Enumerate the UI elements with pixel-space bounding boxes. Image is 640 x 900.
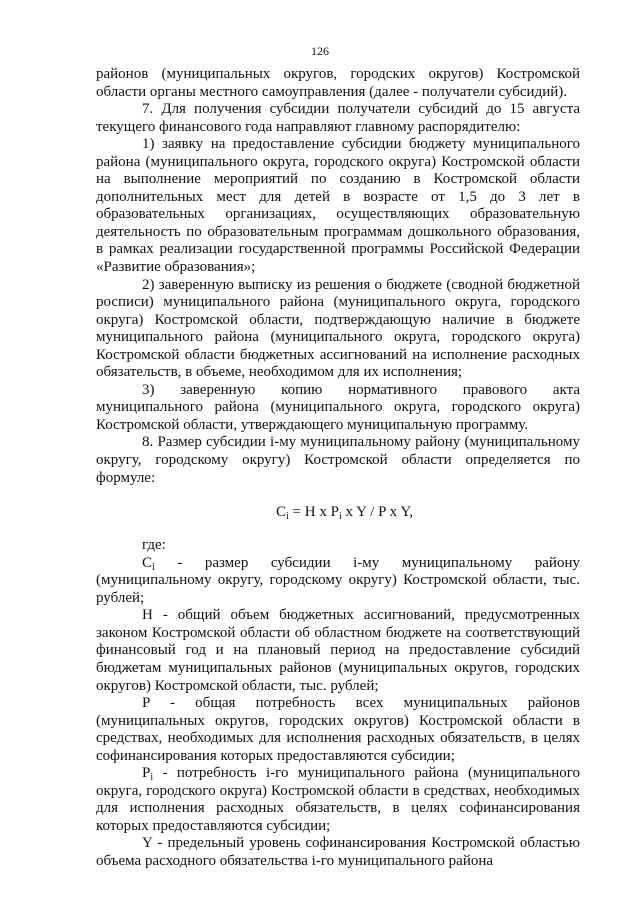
paragraph-item-7: 7. Для получения субсидии получатели субсидий до 15 августа текущего финансового года направляют главному распорядителю: bbox=[96, 101, 580, 135]
subsidy-formula bbox=[96, 502, 580, 522]
formula-rest: x Y / P x Y, bbox=[341, 504, 413, 521]
formula-middle-subscript: i bbox=[338, 511, 342, 523]
definition-y: Y - предельный уровень софинансирования Костромской областью объема расходного обязательства i-го муниципального района bbox=[96, 835, 580, 869]
definition-ci-subscript: i bbox=[152, 561, 155, 573]
definition-pi-symbol: P bbox=[142, 765, 151, 782]
definition-ci bbox=[96, 555, 580, 608]
paragraph-item-8: 8. Размер субсидии i-му муниципальному району (муниципальному округу, городскому округу) Костромской области определяется по формуле: bbox=[96, 434, 580, 486]
where-label: где: bbox=[142, 537, 166, 554]
paragraph-subitem-3: 3) заверенную копию нормативного правового акта муниципального района (муниципального округа, городского округа) Костромской области, утверждающего муниципальную программу. bbox=[96, 381, 580, 433]
definition-pi-text: - потребность i-го муниципального района (муниципального округа, городского округа) Костромской области в средствах, необходимых для исполнения расходных обязательств, в целях софинансирования которых предоставляются субсидии; bbox=[96, 765, 580, 834]
definition-pi-subscript: i bbox=[150, 772, 154, 784]
formula-lhs: C bbox=[276, 504, 287, 521]
definition-h: H - общий объем бюджетных ассигнований, предусмотренных законом Костромской области об областном бюджете на соответствующий финансовый год и на плановый период на предоставление субсидий бюджетам муниципальных районов (муниципальных округов, городских округов) Костромской области, тыс. рублей; bbox=[96, 607, 580, 694]
page-number: 126 bbox=[311, 44, 329, 58]
definition-pi bbox=[96, 765, 580, 835]
definition-ci-text: - размер субсидии i-му муниципальному району (муниципальному округу, городскому округу) Костромской области, тыс. рублей; bbox=[96, 554, 580, 606]
definition-ci-symbol: C bbox=[142, 554, 153, 571]
formula-lhs-subscript: i bbox=[286, 511, 289, 523]
paragraph-continuation: районов (муниципальных округов, городских округов) Костромской области органы местного самоуправления (далее - получатели субсидий). bbox=[96, 66, 580, 100]
paragraph-subitem-2: 2) заверенную выписку из решения о бюджете (сводной бюджетной росписи) муниципального района (муниципального округа, городского округа) Костромской области, подтверждающую наличие в бюджете муниципального района (муниципального округа, городского округа) Костромской области бюджетных ассигнований на исполнение расходных обязательств, в объеме, необходимом для их исполнения; bbox=[96, 276, 580, 381]
paragraph-subitem-1: 1) заявку на предоставление субсидии бюджету муниципального района (муниципального округа, городского округа) Костромской области на выполнение мероприятий по созданию в Костромской области дополнительных мест для детей в возрасте от 1,5 до 3 лет в образовательных организациях, осуществляющих образовательную деятельность по образовательным программам дошкольного образования, в рамках реализации государственной программы Российской Федерации «Развитие образования»; bbox=[96, 136, 580, 276]
document-body bbox=[96, 66, 580, 871]
formula-middle: = H x P bbox=[288, 504, 339, 521]
definition-p: P - общая потребность всех муниципальных районов (муниципальных округов, городских округов) Костромской области в средствах, необходимых для исполнения расходных обязательств, в целях софинансирования которых предоставляются субсидии; bbox=[96, 695, 580, 764]
